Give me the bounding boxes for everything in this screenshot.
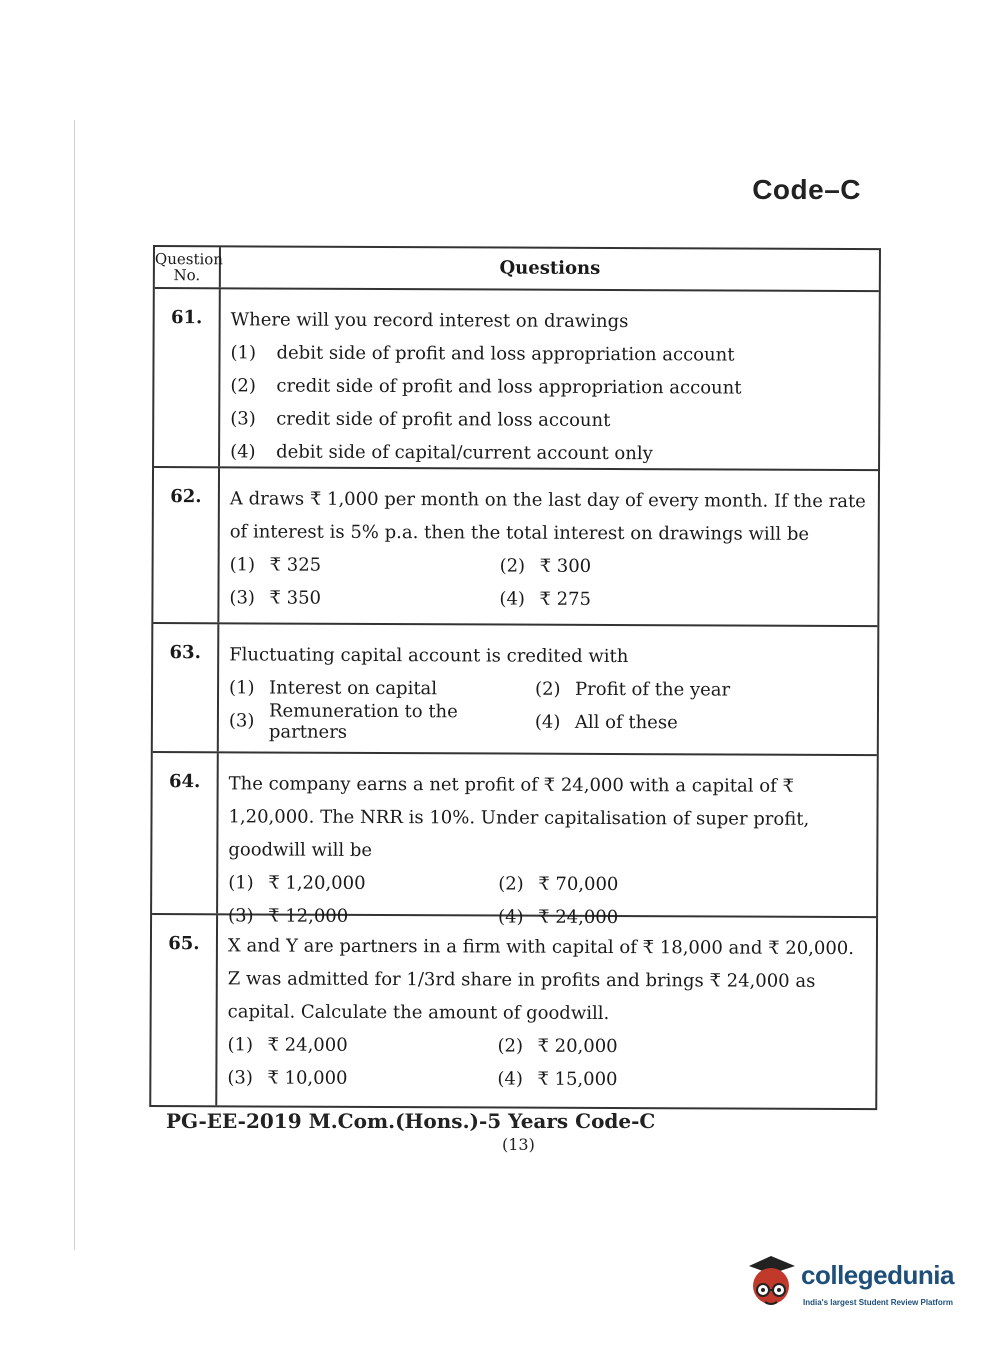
option <box>498 868 866 903</box>
option-text: credit side of profit and loss appropriation account <box>276 375 742 399</box>
option-label: (2) <box>230 375 256 397</box>
option-label: (2) <box>499 555 526 577</box>
mascot-icon <box>745 1252 799 1312</box>
option <box>535 673 867 707</box>
option-label: (4) <box>497 1068 523 1090</box>
question-number: 61. <box>154 289 221 466</box>
option-label: (4) <box>534 711 561 733</box>
option-text: ₹ 20,000 <box>537 1035 618 1058</box>
col-header-questions: Questions <box>499 257 601 279</box>
option-label: (1) <box>229 554 256 576</box>
page-number: (13) <box>502 1135 535 1154</box>
option-text: Interest on capital <box>269 677 438 700</box>
option-label: (1) <box>228 872 254 894</box>
option-text: ₹ 24,000 <box>538 906 619 929</box>
option <box>230 369 868 405</box>
option <box>230 435 868 471</box>
option-label: (2) <box>535 678 561 700</box>
question-text: A draws ₹ 1,000 per month on the last day of every month. If the rate of interest is 5% p.a. then the total interest on drawings will be <box>229 488 866 545</box>
option-text: ₹ 70,000 <box>538 873 619 896</box>
option-label: (2) <box>497 1035 524 1057</box>
option <box>227 1028 497 1062</box>
footer-exam-title: PG-EE-2019 M.Com.(Hons.)-5 Years Code-C <box>166 1109 656 1133</box>
question-row <box>153 468 878 627</box>
option-text: ₹ 15,000 <box>537 1068 618 1091</box>
option <box>230 548 500 582</box>
option <box>228 866 498 900</box>
option-text: ₹ 1,20,000 <box>268 872 366 894</box>
option-text: credit side of profit and loss account <box>276 408 611 431</box>
option <box>230 336 868 372</box>
table-header <box>155 247 879 292</box>
logo-brand-name: collegedunia <box>801 1260 954 1290</box>
scan-edge-line <box>74 120 75 1250</box>
option-label: (2) <box>498 873 524 895</box>
option-label: (4) <box>498 906 524 928</box>
question-text: Fluctuating capital account is credited with <box>229 644 629 668</box>
question-content <box>217 915 876 1108</box>
option <box>535 706 867 740</box>
option-grid <box>229 548 867 617</box>
question-text: The company earns a net profit of ₹ 24,000 with a capital of ₹ 1,20,000. The NRR is 10%. Under capitalisation of super profit, goodwill will be <box>228 773 810 861</box>
option-grid <box>228 671 867 743</box>
option-text: ₹ 275 <box>539 588 592 610</box>
question-number: 64. <box>152 753 219 913</box>
option-label: (4) <box>499 588 526 610</box>
option-text: debit side of profit and loss appropriation account <box>276 342 735 366</box>
option-label: (3) <box>227 1067 253 1089</box>
col-header-number: Question No. <box>155 247 221 287</box>
question-number: 63. <box>153 624 220 751</box>
option-label: (3) <box>228 905 254 927</box>
question-content <box>218 753 877 929</box>
option-label: (1) <box>227 1034 254 1056</box>
question-content <box>220 289 879 469</box>
option <box>499 583 867 618</box>
question-content <box>219 468 878 625</box>
question-row <box>153 624 878 756</box>
option-text: ₹ 10,000 <box>267 1067 348 1089</box>
option-label: (3) <box>228 710 255 732</box>
option <box>230 402 868 438</box>
option <box>228 700 535 743</box>
question-row <box>152 753 877 929</box>
question-table <box>149 245 881 1110</box>
question-number: 62. <box>153 468 220 622</box>
logo-tagline: India's largest Student Review Platform <box>803 1298 953 1307</box>
question-row <box>154 289 879 471</box>
option-label: (4) <box>230 441 256 463</box>
option-label: (3) <box>229 587 256 609</box>
question-row <box>151 915 876 1108</box>
option-label: (3) <box>230 408 256 430</box>
option-text: Remuneration to the partners <box>268 700 458 743</box>
option-text: ₹ 350 <box>269 587 322 609</box>
option-text: ₹ 24,000 <box>267 1034 348 1056</box>
option-text: Profit of the year <box>575 678 731 701</box>
option-text: ₹ 12,000 <box>268 905 349 927</box>
option-text: ₹ 300 <box>539 555 592 577</box>
option-grid <box>227 1028 865 1097</box>
question-text: X and Y are partners in a firm with capital of ₹ 18,000 and ₹ 20,000. Z was admitted for 1/3rd share in profits and brings ₹ 24,000 as capital. Calculate the amount of goodwill. <box>227 935 855 1024</box>
code-header: Code–C <box>752 174 861 205</box>
question-content <box>219 624 878 754</box>
option-label: (1) <box>229 677 255 699</box>
option-text: ₹ 325 <box>269 554 322 576</box>
option <box>227 1061 497 1095</box>
option <box>497 1030 865 1065</box>
collegedunia-logo <box>745 1252 975 1322</box>
option-label: (1) <box>230 342 257 364</box>
question-text: Where will you record interest on drawings <box>230 309 629 333</box>
option <box>500 550 868 585</box>
option <box>497 1063 865 1098</box>
option-text: debit side of capital/current account only <box>276 441 653 465</box>
option <box>229 581 499 615</box>
question-number: 65. <box>151 915 218 1105</box>
option-text: All of these <box>574 711 678 734</box>
